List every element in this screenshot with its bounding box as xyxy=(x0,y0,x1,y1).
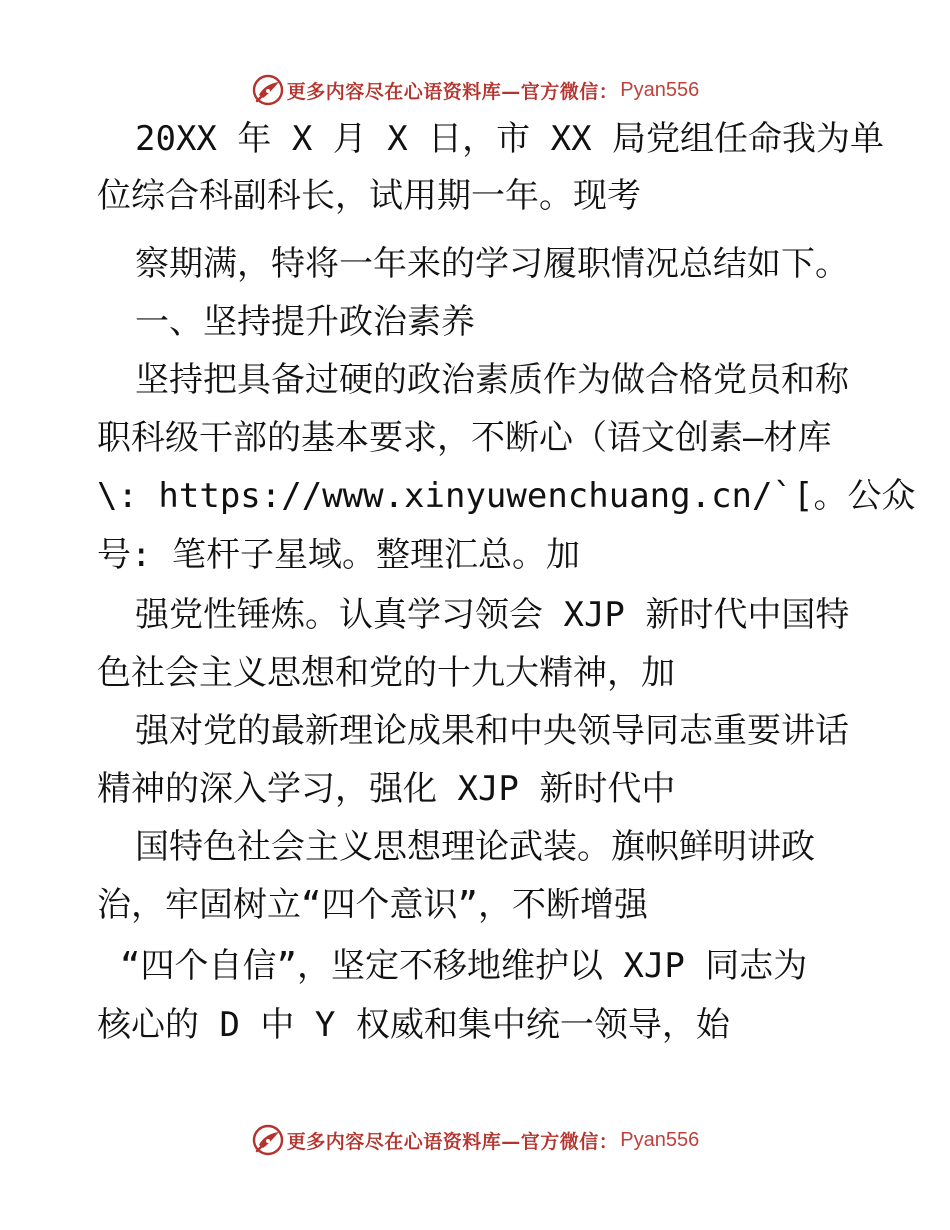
pen-nib-logo-icon xyxy=(251,1123,285,1157)
text-line: 强党性锤炼。认真学习领会 XJP 新时代中国特 xyxy=(135,595,850,635)
header-banner xyxy=(0,70,950,110)
text-line: 号: 笔杆子星域。整理汇总。加 xyxy=(97,535,580,575)
banner-account: Pyan556 xyxy=(620,1128,700,1151)
pen-nib-logo-icon xyxy=(251,73,285,107)
text-line: 察期满，特将一年来的学习履职情况总结如下。 xyxy=(135,244,849,284)
text-line: 治，牢固树立“四个意识”，不断增强 xyxy=(97,885,648,925)
text-line: 色社会主义思想和党的十九大精神，加 xyxy=(97,653,675,693)
text-line: 精神的深入学习，强化 XJP 新时代中 xyxy=(97,769,676,809)
text-line: 位综合科副科长，试用期一年。现考 xyxy=(97,176,641,216)
text-line: 坚持把具备过硬的政治素质作为做合格党员和称 xyxy=(135,360,849,400)
text-line: 职科级干部的基本要求，不断心（语文创素—材库 xyxy=(97,418,832,458)
text-line: 20XX 年 X 月 X 日，市 XX 局党组任命我为单 xyxy=(135,119,885,159)
text-line: \: https://www.xinyuwenchuang.cn/`[。公众 xyxy=(97,476,916,516)
banner-text: 更多内容尽在心语资料库—官方微信： xyxy=(286,1130,619,1153)
footer-banner xyxy=(0,1120,950,1160)
text-line: 强对党的最新理论成果和中央领导同志重要讲话 xyxy=(135,711,849,751)
banner-account: Pyan556 xyxy=(620,78,700,101)
text-line: “四个自信”，坚定不移地维护以 XJP 同志为 xyxy=(120,946,808,986)
text-line: 核心的 D 中 Y 权威和集中统一领导，始 xyxy=(97,1005,730,1045)
banner-text: 更多内容尽在心语资料库—官方微信： xyxy=(286,80,619,103)
section-heading: 一、坚持提升政治素养 xyxy=(135,302,475,342)
text-line: 国特色社会主义思想理论武装。旗帜鲜明讲政 xyxy=(135,827,815,867)
